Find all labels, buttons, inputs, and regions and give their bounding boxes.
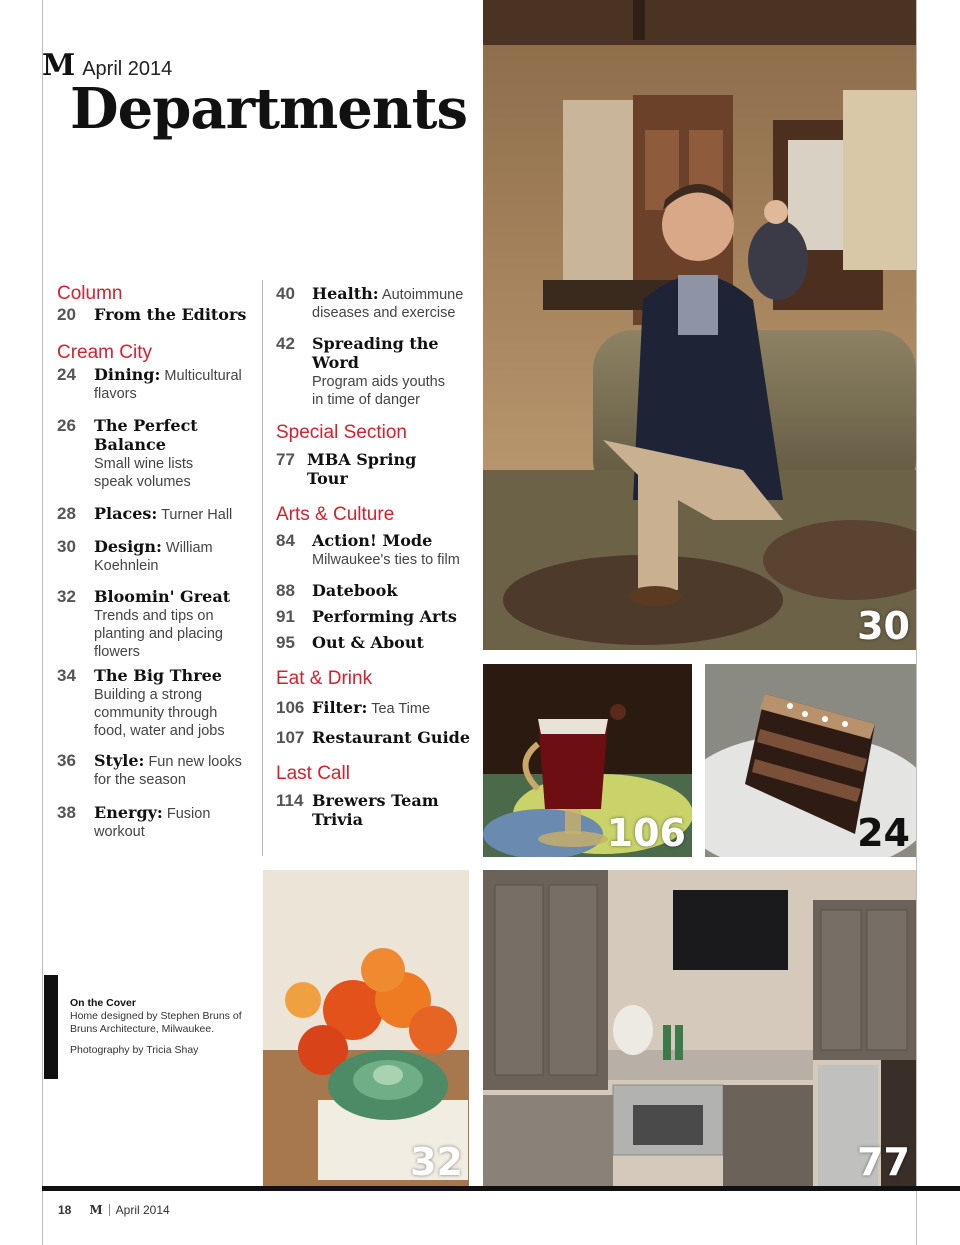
photo-page-number: 32 [410, 1140, 463, 1184]
tea-photo[interactable] [483, 664, 692, 857]
toc-entry[interactable] [57, 417, 257, 491]
page-number: 34 [57, 666, 76, 685]
entry-title: Style: [94, 751, 145, 770]
flowers-photo[interactable] [263, 870, 469, 1186]
footer-page-number: 18 [58, 1203, 72, 1217]
section-heading: Special Section [276, 422, 407, 443]
designer-photo[interactable] [483, 0, 916, 650]
magazine-logo: M [42, 48, 75, 83]
page-number: 95 [276, 633, 295, 652]
page-number: 38 [57, 803, 76, 822]
page-number: 106 [276, 698, 305, 717]
page-number: 20 [57, 305, 76, 324]
entry-title: MBA Spring Tour [307, 450, 417, 488]
section-heading: Column [57, 283, 123, 304]
toc-entry[interactable] [276, 699, 476, 718]
page-number: 40 [276, 284, 295, 303]
toc-entry[interactable] [57, 667, 257, 740]
entry-description: Multicultural flavors [94, 368, 242, 402]
entry-title: The Big Three [94, 666, 222, 685]
left-margin-line [42, 0, 43, 1245]
entry-description: Fusion workout [94, 806, 211, 840]
page-number: 26 [57, 416, 76, 435]
section-heading: Cream City [57, 342, 153, 363]
entry-title: Action! Mode [312, 531, 433, 550]
toc-entry[interactable] [276, 532, 476, 569]
footer-date: April 2014 [115, 1203, 170, 1217]
toc-entry[interactable] [57, 306, 257, 325]
toc-entry[interactable] [57, 505, 257, 524]
right-margin-line [916, 0, 917, 1245]
toc-entry[interactable] [57, 538, 257, 575]
page-number: 32 [57, 587, 76, 606]
toc-entry[interactable] [276, 582, 476, 601]
toc-entry[interactable] [57, 588, 257, 661]
entry-description: Trends and tips on planting and placing flowers [94, 608, 223, 660]
entry-title: The Perfect Balance [94, 416, 198, 454]
entry-description: Tea Time [371, 701, 431, 717]
entry-title: Filter: [312, 698, 368, 717]
photo-page-number: 24 [857, 811, 910, 855]
issue-date: April 2014 [82, 58, 173, 80]
page-number: 88 [276, 581, 295, 600]
entry-title: Dining: [94, 365, 161, 384]
photo-page-number: 106 [606, 811, 686, 855]
page-title: Departments [70, 76, 467, 142]
toc-entry[interactable] [276, 608, 476, 627]
page-number: 28 [57, 504, 76, 523]
page-number: 42 [276, 334, 295, 353]
page-number: 77 [276, 450, 295, 469]
entry-title: Restaurant Guide [312, 728, 471, 747]
designer-image [483, 0, 916, 650]
page-number: 30 [57, 537, 76, 556]
entry-title: Bloomin' Great [94, 587, 231, 606]
page-number: 84 [276, 531, 295, 550]
footer-logo: M [89, 1203, 103, 1217]
cover-credit [44, 975, 244, 1079]
cover-heading: On the Cover [70, 997, 136, 1009]
page-number: 36 [57, 751, 76, 770]
toc-entry[interactable] [276, 335, 476, 409]
kitchen-image [483, 870, 916, 1186]
cover-description: Home designed by Stephen Bruns of Bruns Architecture, Milwaukee. [70, 1010, 242, 1035]
toc-entry[interactable] [276, 792, 476, 830]
cake-photo[interactable] [705, 664, 916, 857]
entry-description: Building a strong community through food, water and jobs [94, 687, 225, 739]
entry-title: Energy: [94, 803, 163, 822]
photo-page-number: 30 [857, 604, 910, 648]
page-footer [58, 1203, 170, 1217]
toc-entry[interactable] [276, 285, 476, 322]
entry-description: Program aids youths in time of danger [312, 374, 445, 408]
page-number: 107 [276, 728, 305, 747]
toc-entry[interactable] [57, 366, 257, 403]
section-heading: Last Call [276, 763, 350, 784]
entry-title: Performing Arts [312, 607, 457, 626]
section-heading: Arts & Culture [276, 504, 395, 525]
section-heading: Eat & Drink [276, 668, 373, 689]
toc-entry[interactable] [276, 729, 476, 748]
entry-description: William Koehnlein [94, 540, 213, 574]
page-number: 24 [57, 365, 76, 384]
entry-description: Fun new looks for the season [94, 754, 242, 788]
entry-description: Turner Hall [161, 507, 233, 523]
toc-entry[interactable] [57, 804, 257, 841]
entry-title: Brewers Team Trivia [312, 791, 439, 829]
toc-entry[interactable] [276, 634, 476, 653]
footer-rule [42, 1186, 960, 1191]
kitchen-photo[interactable] [483, 870, 916, 1186]
entry-description: Autoimmune diseases and exercise [312, 287, 464, 321]
toc-entry[interactable] [276, 451, 476, 489]
entry-description: Small wine lists speak volumes [94, 456, 194, 490]
page-number: 91 [276, 607, 295, 626]
footer-separator [109, 1204, 110, 1216]
cover-photo-credit: Photography by Tricia Shay [70, 1044, 199, 1056]
page-number: 114 [276, 791, 304, 810]
entry-title: From the Editors [94, 305, 247, 324]
entry-title: Spreading the Word [312, 334, 439, 372]
entry-title: Health: [312, 284, 379, 303]
toc-entry[interactable] [57, 752, 257, 789]
entry-title: Places: [94, 504, 158, 523]
entry-title: Out & About [312, 633, 424, 652]
column-divider [262, 280, 263, 856]
flowers-image [263, 870, 469, 1186]
entry-title: Datebook [312, 581, 398, 600]
entry-title: Design: [94, 537, 162, 556]
cover-credit-bar [44, 975, 58, 1079]
photo-page-number: 77 [857, 1140, 910, 1184]
entry-description: Milwaukee's ties to film [312, 552, 460, 568]
